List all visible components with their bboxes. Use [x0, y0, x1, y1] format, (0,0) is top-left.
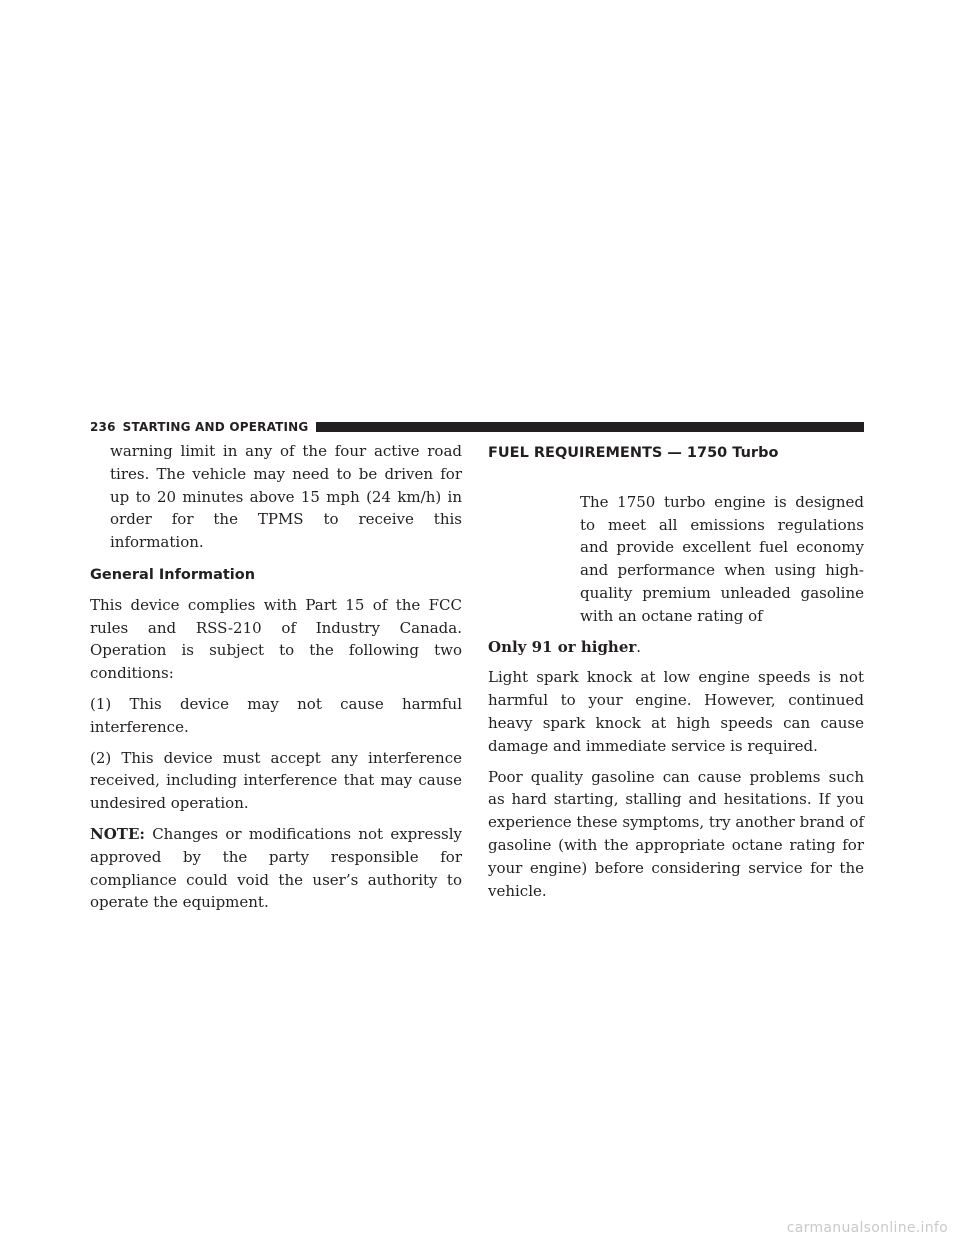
fcc-paragraph: This device complies with Part 15 of the FCC rules and RSS-210 of Industry Canada. Operation is subject to the following two conditions:	[90, 595, 462, 683]
spark-knock-paragraph: Light spark knock at low engine speeds is not harmful to your engine. However, continued heavy spark knock at high speeds can cause damage and immediate service is required.	[488, 668, 864, 755]
octane-period: .	[636, 637, 642, 656]
header-rule	[316, 422, 864, 432]
note-paragraph	[90, 823, 462, 914]
section-title: STARTING AND OPERATING	[122, 420, 309, 434]
fuel-intro-paragraph: The 1750 turbo engine is designed to meet all emissions regulations and provide excellent fuel economy and performance when using high-quality premium unleaded gasoline with an octane rating of	[580, 492, 864, 625]
poor-quality-paragraph: Poor quality gasoline can cause problems such as hard starting, stalling and hesitations. If you experience these symptoms, try another brand of gasoline (with the appropriate octane rating for your engine) before considering service for the vehicle.	[488, 767, 864, 900]
condition-1: (1) This device may not cause harmful interference.	[90, 694, 462, 736]
left-column	[90, 440, 462, 922]
page-number: 236	[90, 420, 116, 434]
watermark-text: carmanualsonline.info	[786, 1220, 948, 1236]
right-column	[488, 440, 864, 910]
octane-line	[488, 636, 864, 659]
page-header	[90, 416, 864, 438]
continued-paragraph: warning limit in any of the four active road tires. The vehicle may need to be driven for up to 20 minutes above 15 mph (24 km/h) in order for the TPMS to receive this information.	[110, 442, 462, 552]
condition-2: (2) This device must accept any interference received, including interference that may cause undesired operation.	[90, 748, 462, 813]
fuel-requirements-heading: FUEL REQUIREMENTS — 1750 Turbo	[488, 445, 779, 461]
general-information-heading: General Information	[90, 566, 256, 583]
octane-rating: Only 91 or higher	[488, 637, 637, 656]
note-text: Changes or modifications not expressly approved by the party responsible for compliance could void the user’s authority to operate the equipment.	[90, 824, 462, 912]
note-label: NOTE:	[90, 824, 145, 843]
